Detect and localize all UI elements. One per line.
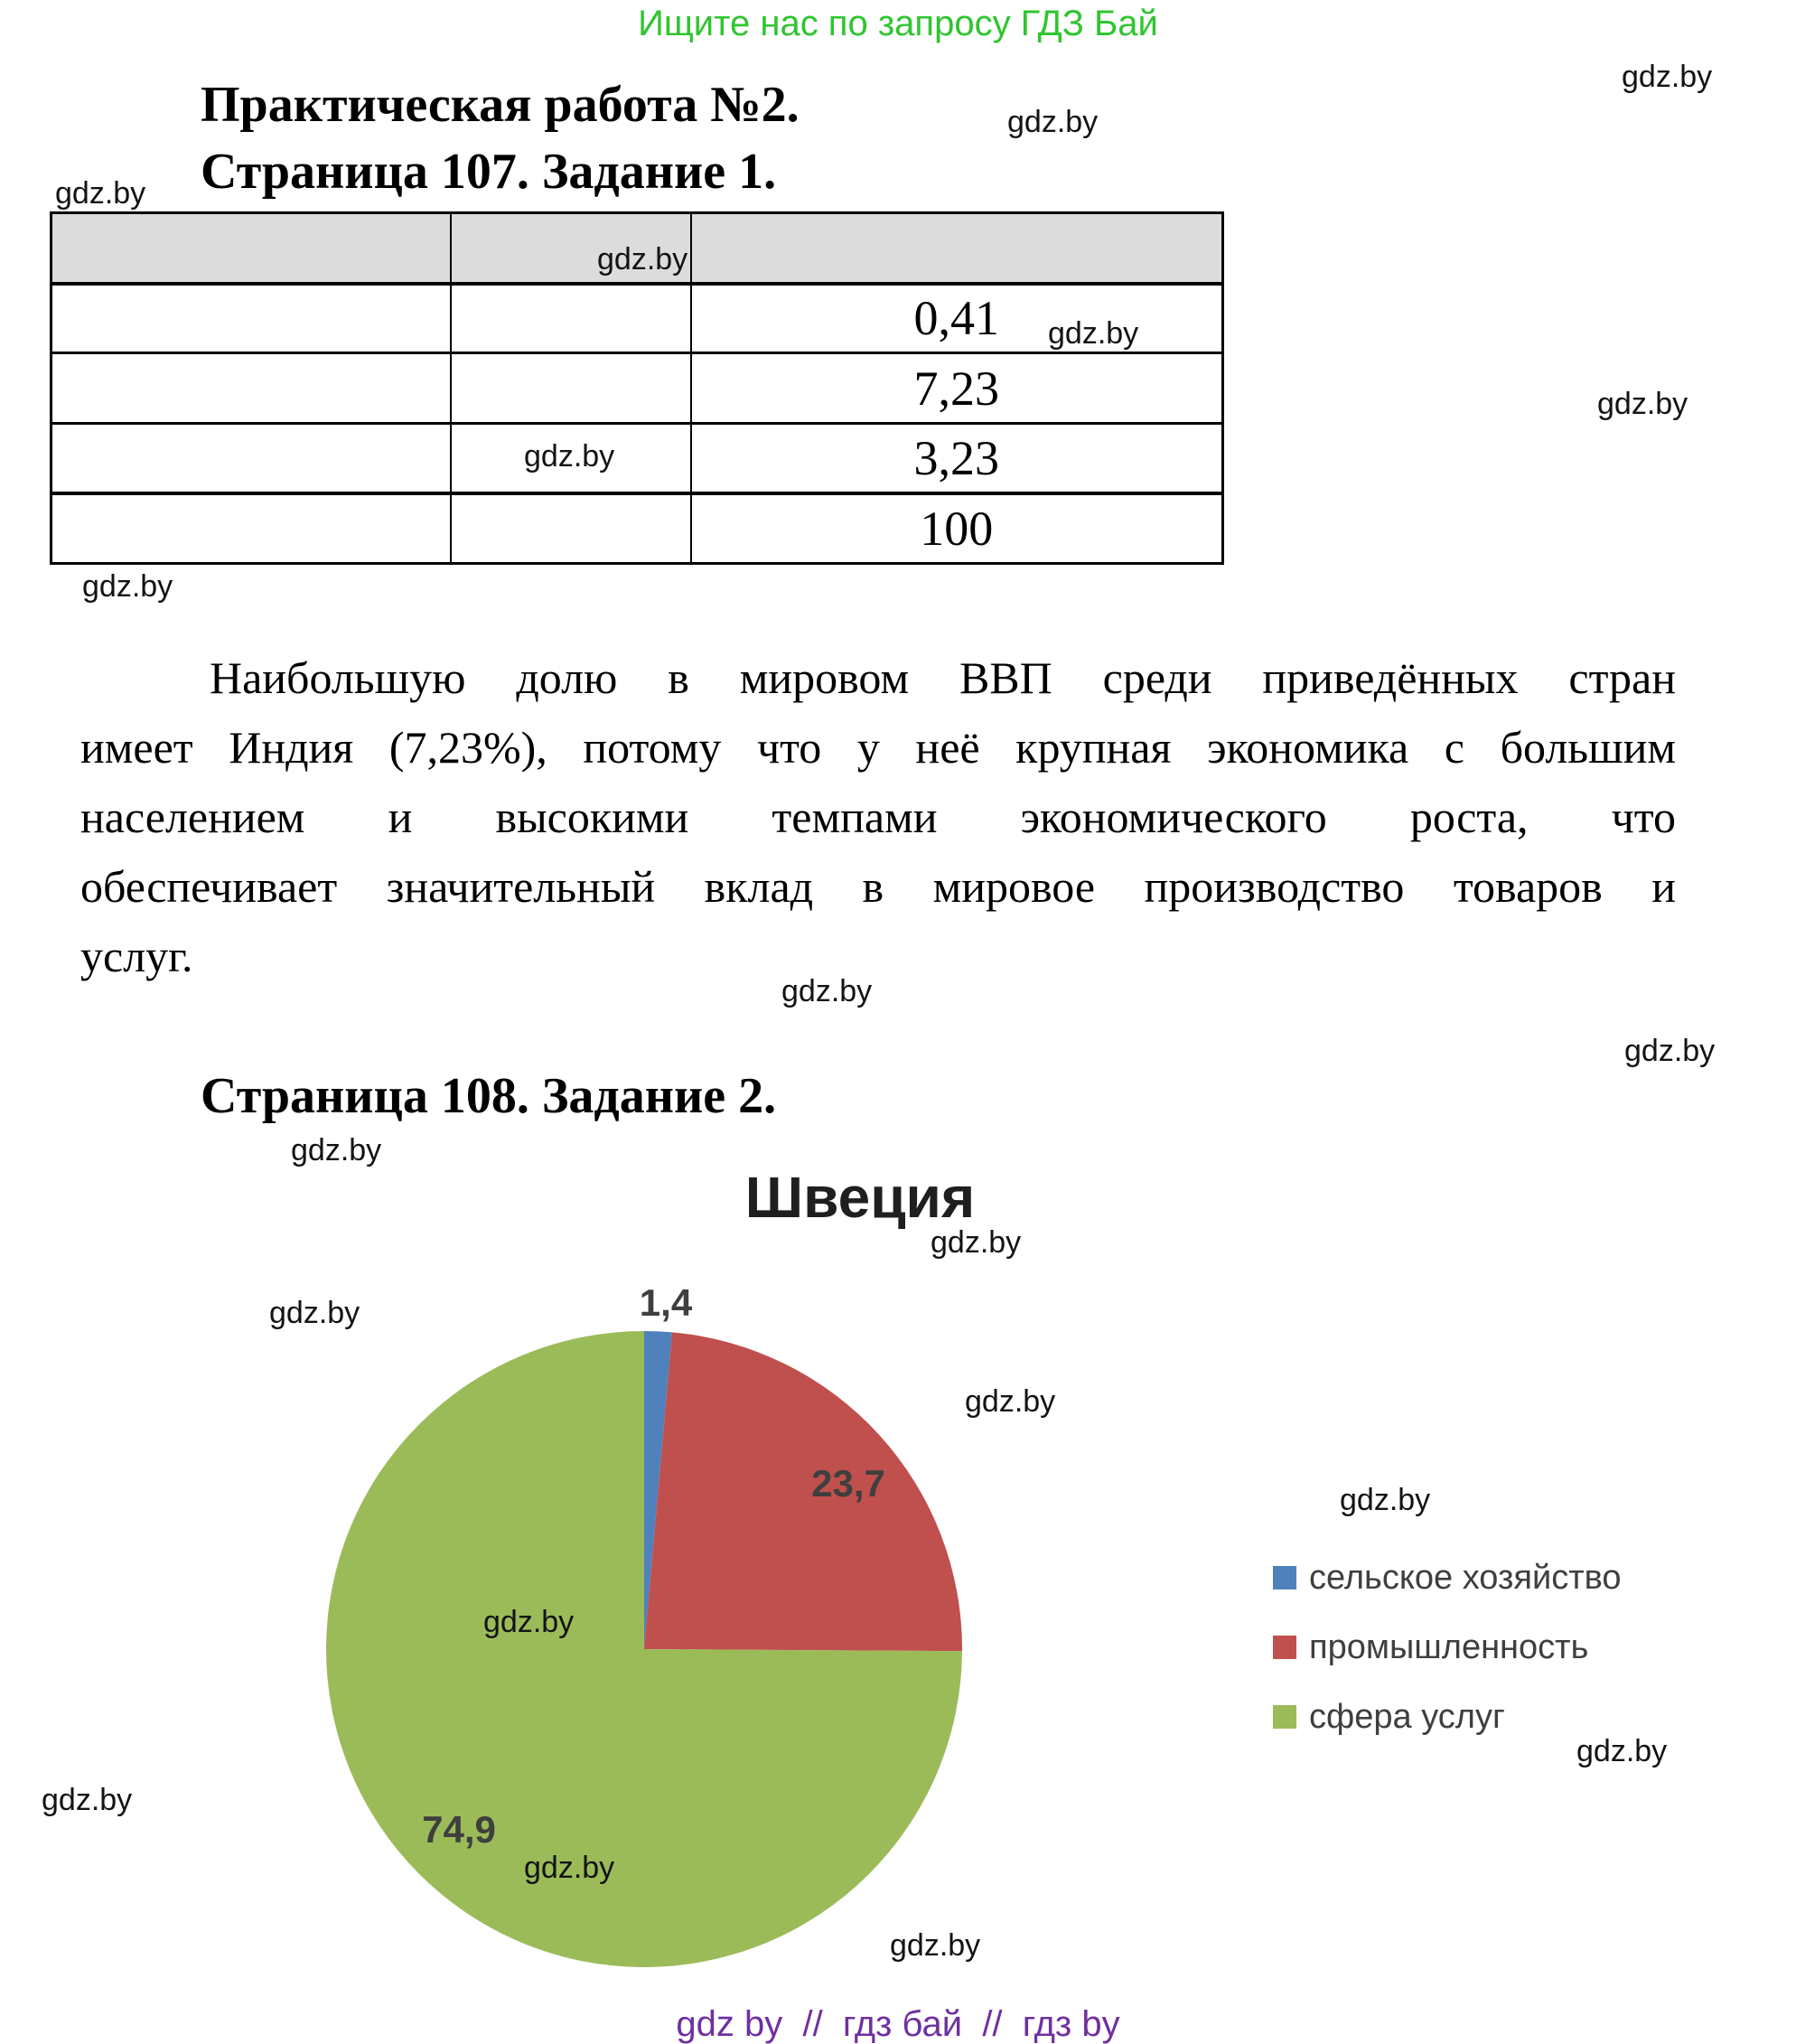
legend-label: промышленность	[1309, 1627, 1589, 1666]
chart-legend	[1273, 1558, 1622, 1775]
watermark: gdz.by	[483, 1605, 575, 1639]
watermark: gdz.by	[42, 1783, 133, 1817]
watermark: gdz.by	[1624, 1034, 1716, 1068]
table-row	[51, 493, 1223, 564]
watermark: gdz.by	[1597, 387, 1688, 421]
watermark: gdz.by	[890, 1928, 981, 1963]
footer-links: gdz by // гдз бай // гдз by	[676, 2004, 1120, 2044]
pie-label-industry: 23,7	[811, 1462, 885, 1505]
table-cell	[691, 213, 1223, 284]
answer-line: населением и высокими темпами экономического роста, что	[80, 792, 1676, 842]
table-row	[51, 424, 1223, 493]
watermark: gdz.by	[597, 242, 688, 277]
watermark: gdz.by	[1622, 60, 1713, 94]
watermark: gdz.by	[55, 176, 146, 211]
table-row	[51, 353, 1223, 424]
task2-heading: Страница 108. Задание 2.	[201, 1068, 777, 1124]
legend-label: сельское хозяйство	[1309, 1558, 1622, 1597]
table-cell	[51, 493, 451, 564]
legend-item	[1273, 1558, 1622, 1597]
pie-chart	[315, 1320, 973, 1978]
table-cell: 0,41	[691, 284, 1223, 353]
watermark: gdz.by	[1048, 316, 1139, 351]
table-cell: 100	[691, 493, 1223, 564]
pie-label-agriculture: 1,4	[639, 1281, 693, 1324]
legend-label: сфера услуг	[1309, 1697, 1505, 1736]
answer-line: Наибольшую долю в мировом ВВП среди приведённых стран	[210, 652, 1676, 703]
answer-line: обеспечивает значительный вклад в мировое производство товаров и	[80, 861, 1676, 912]
legend-item	[1273, 1697, 1622, 1736]
practical-work-title: Практическая работа №2.	[201, 77, 800, 133]
table-row	[51, 284, 1223, 353]
watermark: gdz.by	[781, 974, 873, 1008]
task1-heading: Страница 107. Задание 1.	[201, 144, 777, 200]
table-cell: 3,23	[691, 424, 1223, 493]
watermark: gdz.by	[524, 1851, 615, 1885]
legend-swatch-icon	[1273, 1705, 1296, 1729]
watermark: gdz.by	[1340, 1483, 1431, 1517]
watermark: gdz.by	[931, 1225, 1022, 1260]
legend-swatch-icon	[1273, 1636, 1296, 1659]
chart-title: Швеция	[744, 1165, 976, 1230]
promo-banner: Ищите нас по запросу ГДЗ Бай	[638, 4, 1158, 43]
watermark: gdz.by	[1007, 105, 1099, 139]
legend-swatch-icon	[1273, 1566, 1296, 1589]
watermark: gdz.by	[269, 1296, 360, 1330]
answer-line: услуг.	[80, 931, 193, 981]
table-cell	[51, 213, 451, 284]
table-cell	[451, 493, 691, 564]
answer-line: имеет Индия (7,23%), потому что у неё крупная экономика с большим	[80, 722, 1676, 773]
pie-slice-промышленность	[644, 1332, 962, 1651]
watermark: gdz.by	[965, 1384, 1056, 1419]
table-cell	[51, 284, 451, 353]
answer-paragraph	[80, 643, 1676, 991]
watermark: gdz.by	[82, 569, 173, 604]
table-cell	[451, 284, 691, 353]
table-cell	[51, 424, 451, 493]
table-cell	[51, 353, 451, 424]
legend-item	[1273, 1627, 1622, 1666]
pie-label-services: 74,9	[422, 1808, 496, 1851]
table-cell: 7,23	[691, 353, 1223, 424]
watermark: gdz.by	[1576, 1734, 1668, 1768]
watermark: gdz.by	[524, 439, 615, 473]
watermark: gdz.by	[291, 1133, 382, 1167]
table-cell	[451, 353, 691, 424]
